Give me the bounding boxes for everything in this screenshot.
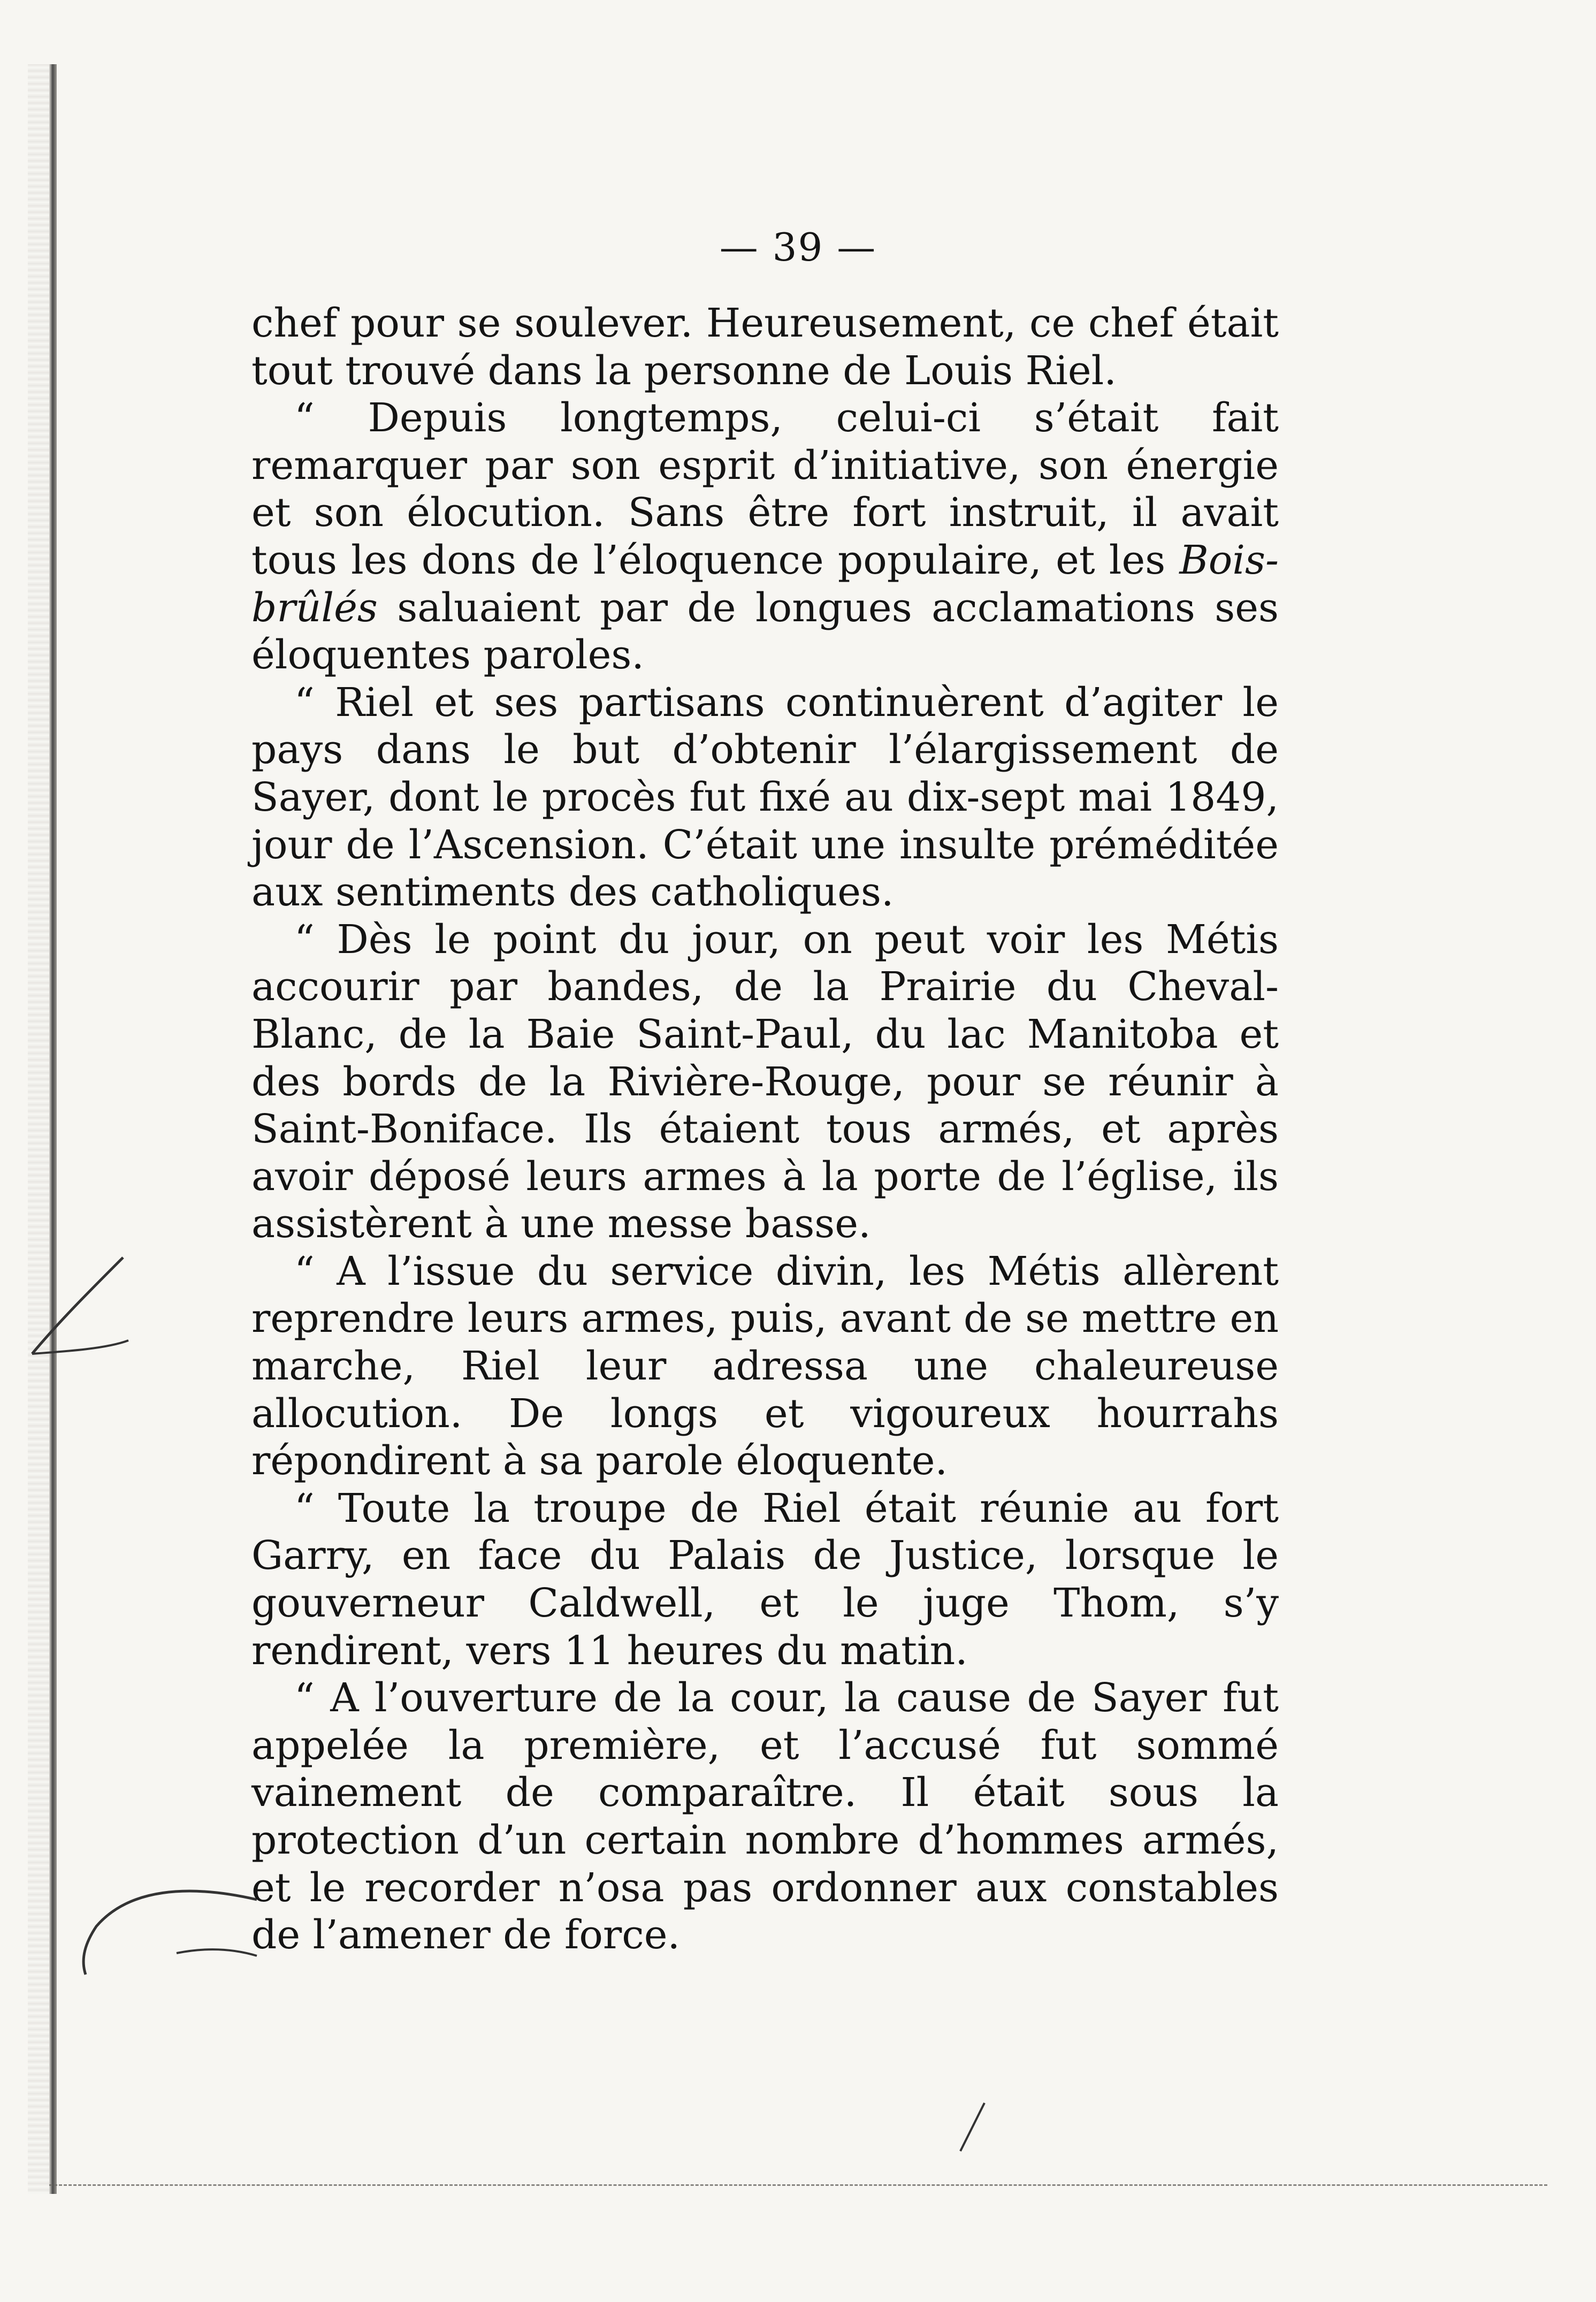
paragraph <box>251 394 1279 679</box>
paragraph: “ Dès le point du jour, on peut voir les Métis accourir par bandes, de la Prairie du Cheval-Blanc, de la Baie Saint-Paul, du lac Manitoba et des bords de la Rivière-Rouge, pour se réunir à Saint-Boniface. Ils étaient tous armés, et après avoir déposé leurs armes à la porte de l’église, ils assistèrent à une messe basse. <box>251 916 1279 1247</box>
margin-stroke-line <box>177 1949 257 1956</box>
paragraph: chef pour se soulever. Heureusement, ce chef était tout trouvé dans la personne de Louis Riel. <box>251 300 1279 394</box>
paragraph: “ Toute la troupe de Riel était réunie au fort Garry, en face du Palais de Justice, lorsque le gouverneur Caldwell, et le juge Thom, s’y rendirent, vers 11 heures du matin. <box>251 1485 1279 1674</box>
paragraph: “ A l’ouverture de la cour, la cause de Sayer fut appelée la première, et l’accusé fut sommé vainement de comparaître. Il était sous la protection d’un certain nombre d’hommes armés, et le recorder n’osa pas ordonner aux constables de l’amener de force. <box>251 1675 1279 1958</box>
page-bottom-edge <box>49 2184 1547 2186</box>
text-segment: saluaient par de longues acclamations ses éloquentes paroles. <box>251 584 1279 679</box>
margin-stroke-bottom <box>960 2103 984 2151</box>
margin-stroke-lower <box>83 1891 257 1975</box>
body-text <box>251 300 1279 1959</box>
italic-term: Bois-brûlés <box>251 537 1279 631</box>
text-segment: “ Depuis longtemps, celui-ci s’était fait remarquer par son esprit d’initiative, son énergie et son élocution. Sans être fort instruit, il avait tous les dons de l’éloquence populaire, et les <box>251 395 1279 583</box>
paragraph: “ A l’issue du service divin, les Métis allèrent reprendre leurs armes, puis, avant de se mettre en marche, Riel leur adressa une chaleureuse allocution. De longs et vigoureux hourrahs répondirent à sa parole éloquente. <box>251 1248 1279 1484</box>
page-number: — 39 — <box>719 225 877 270</box>
page-binding-edge <box>49 64 57 2194</box>
paragraph: “ Riel et ses partisans continuèrent d’agiter le pays dans le but d’obtenir l’élargissement de Sayer, dont le procès fut fixé au dix-sept mai 1849, jour de l’Ascension. C’était une insulte préméditée aux sentiments des catholiques. <box>251 679 1279 916</box>
